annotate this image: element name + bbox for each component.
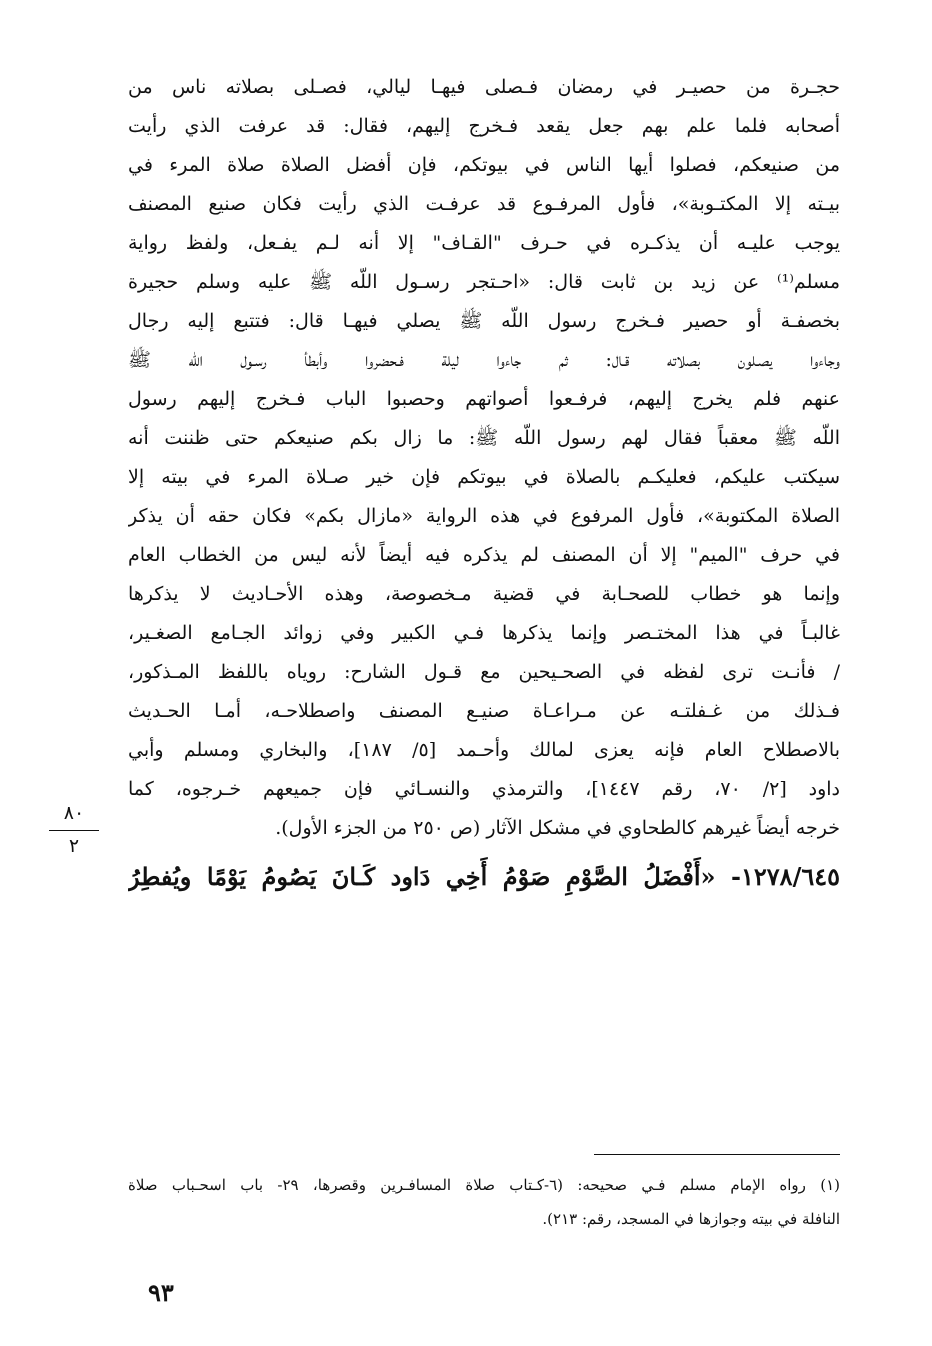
text-line-19: داود [٢/ ٧٠، رقم ١٤٤٧]، والترمذي والنسـائي فإن جميعهم خـرجوه، كما [128, 778, 840, 800]
main-text-block [128, 68, 840, 900]
footnote-line-2: النافلة في بيته وجوازها في المسجد، رقم: ٢١٣). [542, 1210, 840, 1228]
footnotes-block [128, 1168, 840, 1236]
margin-reference-divider [49, 830, 99, 831]
text-line-8: وجاءوا يصـلون بصلاته قـال: ثم جاءوا ليلة فـحضروا وأبطأ رسـول اللّه ﷺ [128, 349, 840, 371]
text-line-15: غالبـاً في هذا المختـصر وإنما يذكرها فـي الكبير وفي زوائد الجـامع الصغـير، [128, 622, 840, 644]
text-line-6: مسلم⁽¹⁾ عن زيد بن ثابت قال: «احـتجر رسـول اللّه ﷺ عليه وسلم حجيرة [128, 271, 840, 293]
text-line-17: فـذلك من غـفلتـه عن مـراعـاة صنيـع المصنف واصطلاحـه، أمـا الحـديث [128, 700, 840, 722]
text-line-2: أصحابه فلما علم بهم جعل يقعد فـخرج إليهم، فقال: قد عرفت الذي رأيت [128, 115, 840, 137]
footnote-line-1: (١) رواه الإمام مسلم فـي صحيحه: (٦-كـتاب صلاة المسافـرين وقصرها، ٢٩- باب اسحـباب صلاة [128, 1176, 840, 1194]
margin-reference-bottom: ٢ [68, 835, 80, 857]
margin-reference-top: ٨٠ [63, 802, 85, 824]
text-line-10: اللّه ﷺ معقباً فقال لهم رسول اللّه ﷺ: ما زال بكم صنيعكم حتى ظننت أنه [128, 427, 840, 449]
text-line-4: بيـته إلا المكتـوبة»، فأول المرفـوع قد عرفـت الذي رأيت فكان صنيع المصنف [128, 193, 840, 215]
page-number: ٩٣ [148, 1278, 174, 1307]
hadith-heading: ١٢٧٨/٦٤٥- «أَفْضَلُ الصَّوْمِ صَوْمُ أَخِي دَاود كَـانَ يَصُومُ يَوْمًا ويُفطِرُ [128, 862, 840, 891]
text-line-16: / فأنـت ترى لفظه في الصحـيحين مع قـول الشارح: روياه باللفظ المـذكور، [128, 661, 840, 683]
text-line-18: بالاصطلاح العام فإنه يعزى لمالك وأحـمد [٥/ ١٨٧]، والبخاري ومسلم وأبي [128, 739, 840, 761]
text-line-20: خرجه أيضاً غيرهم كالطحاوي في مشكل الآثار (ص ٢٥٠ من الجزء الأول). [275, 817, 840, 839]
text-line-3: من صنيعكم، فصلوا أيها الناس في بيوتكم، فإن أفضل الصلاة صلاة المرء في [128, 154, 840, 176]
margin-page-reference [46, 800, 102, 859]
text-line-1: حجـرة من حصيـر في رمضان فـصلى فيهـا ليالي، فصـلى بصلاته ناس من [128, 76, 840, 98]
footnote-separator [594, 1154, 840, 1155]
text-line-9: عنهم فلم يخرج إليهم، فرفـعوا أصواتهم وحصبوا الباب فـخرج إليهم رسول [128, 388, 840, 410]
text-line-7: بخصفـة أو حصير فـخرج رسول اللّه ﷺ يصلي فيهـا قال: فتتبع إليه رجال [128, 310, 840, 332]
text-line-5: يوجب عليـه أن يذكـره في حـرف "القـاف" إلا أنه لـم يفـعل، ولفظ رواية [128, 232, 840, 254]
text-line-12: الصلاة المكتوبة»، فأول المرفوع في هذه الرواية «مازال بكم» فكان حقه أن يذكر [128, 505, 840, 527]
text-line-13: في حرف "الميم" إلا أن المصنف لم يذكره فيه أيضاً لأنه ليس من الخطاب العام [128, 544, 840, 566]
text-line-11: سيكتب عليكم، فعليكـم بالصلاة في بيوتكم فإن خير صـلاة المرء في بيته إلا [128, 466, 840, 488]
text-line-14: وإنما هو خطاب للصحـابة في قضية مـخصوصة، وهذه الأحـاديث لا يذكرها [128, 583, 840, 605]
